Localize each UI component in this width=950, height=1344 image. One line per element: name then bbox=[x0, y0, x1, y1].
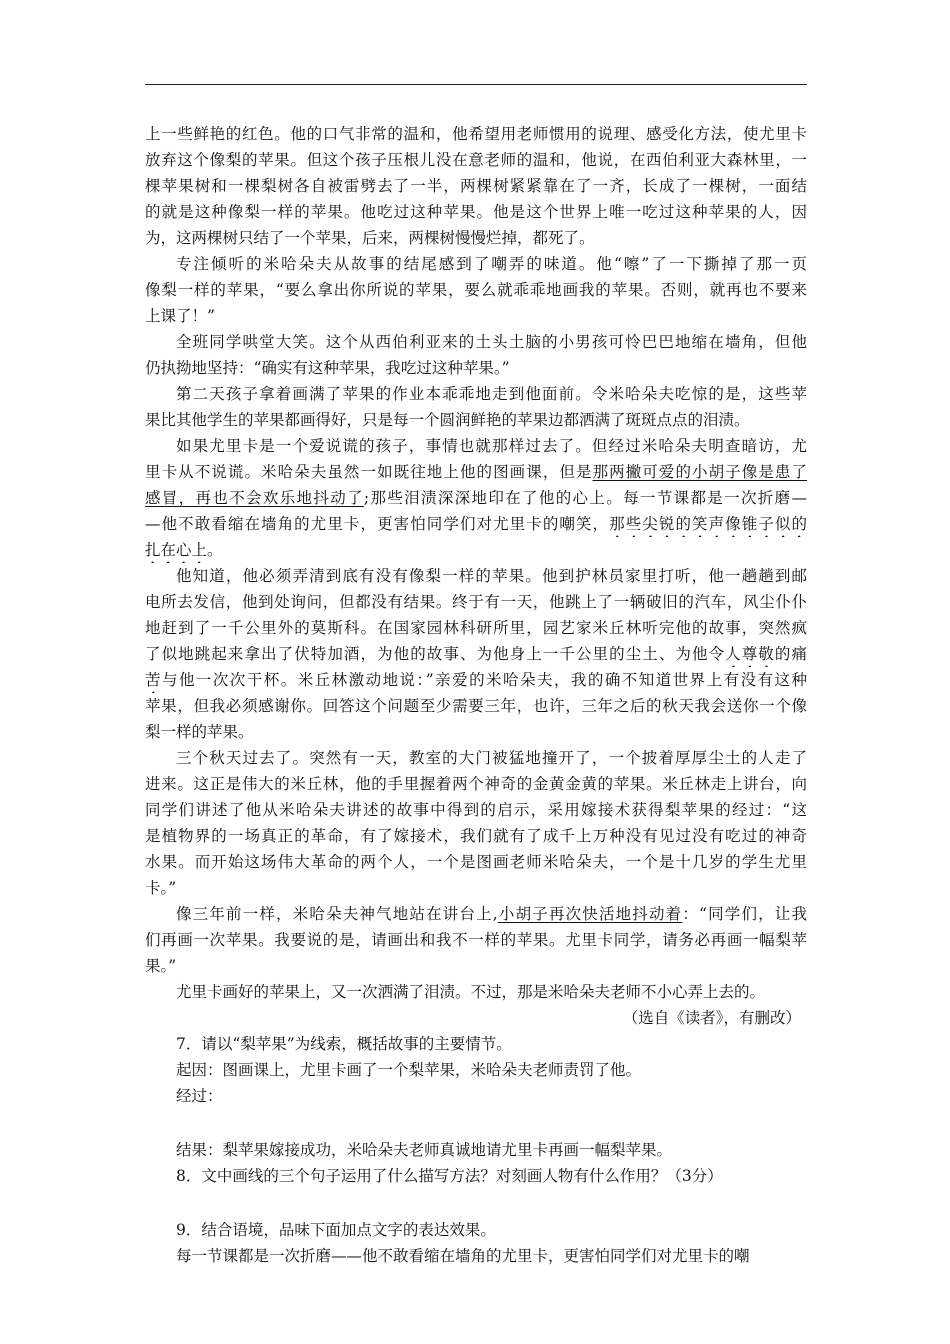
text-line: 放弃这个像梨的苹果。但这个孩子压根儿没在意老师的温和，他说，在西伯利亚大森林里，一 bbox=[145, 151, 807, 169]
text-line: 果。” bbox=[145, 957, 177, 975]
text-line: 地赶到了一千公里外的莫斯科。在国家园林科研所里，园艺家米丘林听完他的故事，突然疯 bbox=[145, 619, 807, 637]
question-8: 8．文中画线的三个句子运用了什么描写方法？对刻画人物有什么作用？（3分） bbox=[176, 1167, 723, 1185]
text-line: 专注倾听的米哈朵夫从故事的结尾感到了嘲弄的味道。他“嚓”了一下撕掉了那一页 bbox=[176, 255, 807, 273]
text-span: 像三年前一样，米哈朵夫神气地站在讲台上, bbox=[176, 905, 498, 923]
text-line: 卡。” bbox=[145, 879, 177, 897]
text-line: 像梨一样的苹果，“要么拿出你所说的苹果，要么就乖乖地画我的苹果。否则，就再也不要来 bbox=[145, 281, 807, 299]
dotted-text: 那些尖锐的笑声像锥子似的 bbox=[609, 515, 807, 533]
text-line: 们再画一次苹果。我要说的是，请画出和我不一样的苹果。尤里卡同学，请务必再画一幅梨苹 bbox=[145, 931, 807, 949]
answer-space bbox=[145, 1109, 807, 1137]
text-line bbox=[145, 459, 807, 485]
text-line: 同学们讲述了他从米哈朵夫讲述的故事中得到的启示，采用嫁接术获得梨苹果的经过：“这 bbox=[145, 801, 807, 819]
question-9: 9．结合语境，品味下面加点文字的表达效果。 bbox=[176, 1221, 496, 1239]
text-line bbox=[145, 485, 807, 511]
text-line: 棵苹果树和一棵梨树各自被雷劈去了一半，两棵树紧紧靠在了一齐，长成了一棵树，一面结 bbox=[145, 177, 807, 195]
question-7-process: 经过： bbox=[176, 1087, 223, 1105]
header-rule bbox=[145, 84, 807, 85]
question-9-quote: 每一节课都是一次折磨——他不敢看缩在墙角的尤里卡，更害怕同学们对尤里卡的嘲 bbox=[176, 1247, 750, 1265]
text-line: 如果尤里卡是一个爱说谎的孩子，事情也就那样过去了。但经过米哈朵夫明查暗访，尤 bbox=[176, 437, 807, 455]
text-line: 第二天孩子拿着画满了苹果的作业本乖乖地走到他面前。令米哈朵夫吃惊的是，这些苹 bbox=[176, 385, 807, 403]
text-line: 电所去发信，他到处询问，但都没有结果。终于有一天，他跳上了一辆破旧的汽车，风尘仆仆 bbox=[145, 593, 807, 611]
text-line bbox=[145, 511, 807, 537]
underlined-sentence: 感冒，再也不会欢乐地抖动了 bbox=[145, 489, 364, 507]
document-body bbox=[145, 121, 807, 1269]
text-line: 果比其他学生的苹果都画得好，只是每一个圆润鲜艳的苹果边都洒满了斑斑点点的泪渍。 bbox=[145, 411, 750, 429]
text-line bbox=[145, 667, 807, 693]
text-span: 的痛 bbox=[774, 645, 807, 663]
text-line: 为，这两棵树只结了一个苹果，后来，两棵树慢慢烂掉，都死了。 bbox=[145, 229, 595, 247]
answer-space bbox=[145, 1189, 807, 1217]
dotted-text: 苦 bbox=[145, 671, 162, 689]
text-line bbox=[145, 537, 807, 563]
text-line: 尤里卡画好的苹果上，又一次洒满了泪渍。不过，那是米哈朵夫老师不小心弄上去的。 bbox=[176, 983, 766, 1001]
text-span: ;那些泪渍深深地印在了他的心上。每一节课都是一次折磨— bbox=[363, 489, 807, 507]
dotted-text: 人尊敬 bbox=[725, 645, 775, 663]
text-span: 。 bbox=[207, 541, 223, 559]
text-line: 仍执拗地坚持：“确实有这种苹果，我吃过这种苹果。” bbox=[145, 359, 510, 377]
text-line: 的就是这种像梨一样的苹果。他吃过这种苹果。他是这个世界上唯一吃过这种苹果的人，因 bbox=[145, 203, 807, 221]
text-span: ：“同学们，让我 bbox=[682, 905, 807, 923]
question-7: 7．请以“梨苹果”为线索，概括故事的主要情节。 bbox=[176, 1035, 512, 1053]
text-line bbox=[145, 641, 807, 667]
text-span: 了似地跳起来拿出了伏特加酒，为他的故事、为他身上一千公里的尘土、为他令 bbox=[145, 645, 726, 663]
text-line: 是植物界的一场真正的革命，有了嫁接术，我们就有了成千上万种没有见过没有吃过的神奇 bbox=[145, 827, 807, 845]
text-line: 上一些鲜艳的红色。他的口气非常的温和，他希望用老师惯用的说理、感受化方法，使尤里卡 bbox=[145, 125, 807, 143]
text-line: 水果。而开始这场伟大革命的两个人，一个是图画老师米哈朵夫，一个是十几岁的学生尤里 bbox=[145, 853, 807, 871]
underlined-sentence: 小胡子再次快活地抖动着 bbox=[497, 905, 683, 923]
text-line: 进来。这正是伟大的米丘林，他的手里握着两个神奇的金黄金黄的苹果。米丘林走上讲台，向 bbox=[145, 775, 807, 793]
text-span: 里卡从不说谎。米哈朵夫虽然一如既往地上他的图画课，但是 bbox=[145, 463, 593, 481]
text-line: 全班同学哄堂大笑。这个从西伯利亚来的土头土脑的小男孩可怜巴巴地缩在墙角，但他 bbox=[176, 333, 807, 351]
question-7-cause: 起因：图画课上，尤里卡画了一个梨苹果，米哈朵夫老师责罚了他。 bbox=[176, 1061, 642, 1079]
question-7-result: 结果：梨苹果嫁接成功，米哈朵夫老师真诚地请尤里卡再画一幅梨苹果。 bbox=[176, 1141, 673, 1159]
text-line: 苹果，但我必须感谢你。回答这个问题至少需要三年，也许，三年之后的秋天我会送你一个像 bbox=[145, 697, 807, 715]
text-line: 上课了！” bbox=[145, 307, 215, 325]
text-span: —他不敢看缩在墙角的尤里卡，更害怕同学们对尤里卡的嘲笑， bbox=[145, 515, 610, 533]
text-span: 与他一次次干杯。米丘林激动地说：”亲爱的米哈朵夫，我的确不知道世界上有没有这种 bbox=[161, 671, 807, 689]
source-note: （选自《读者》，有删改） bbox=[622, 1009, 801, 1027]
text-line bbox=[145, 901, 807, 927]
text-line: 他知道，他必须弄清到底有没有像梨一样的苹果。他到护林员家里打听，他一趟趟到邮 bbox=[176, 567, 807, 585]
underlined-sentence: 那两撇可爱的小胡子像是患了 bbox=[592, 463, 807, 481]
dotted-text: 扎在心上 bbox=[145, 541, 208, 559]
text-line: 梨一样的苹果。 bbox=[145, 723, 254, 741]
text-line: 三个秋天过去了。突然有一天，教室的大门被猛地撞开了，一个披着厚厚尘土的人走了 bbox=[176, 749, 807, 767]
